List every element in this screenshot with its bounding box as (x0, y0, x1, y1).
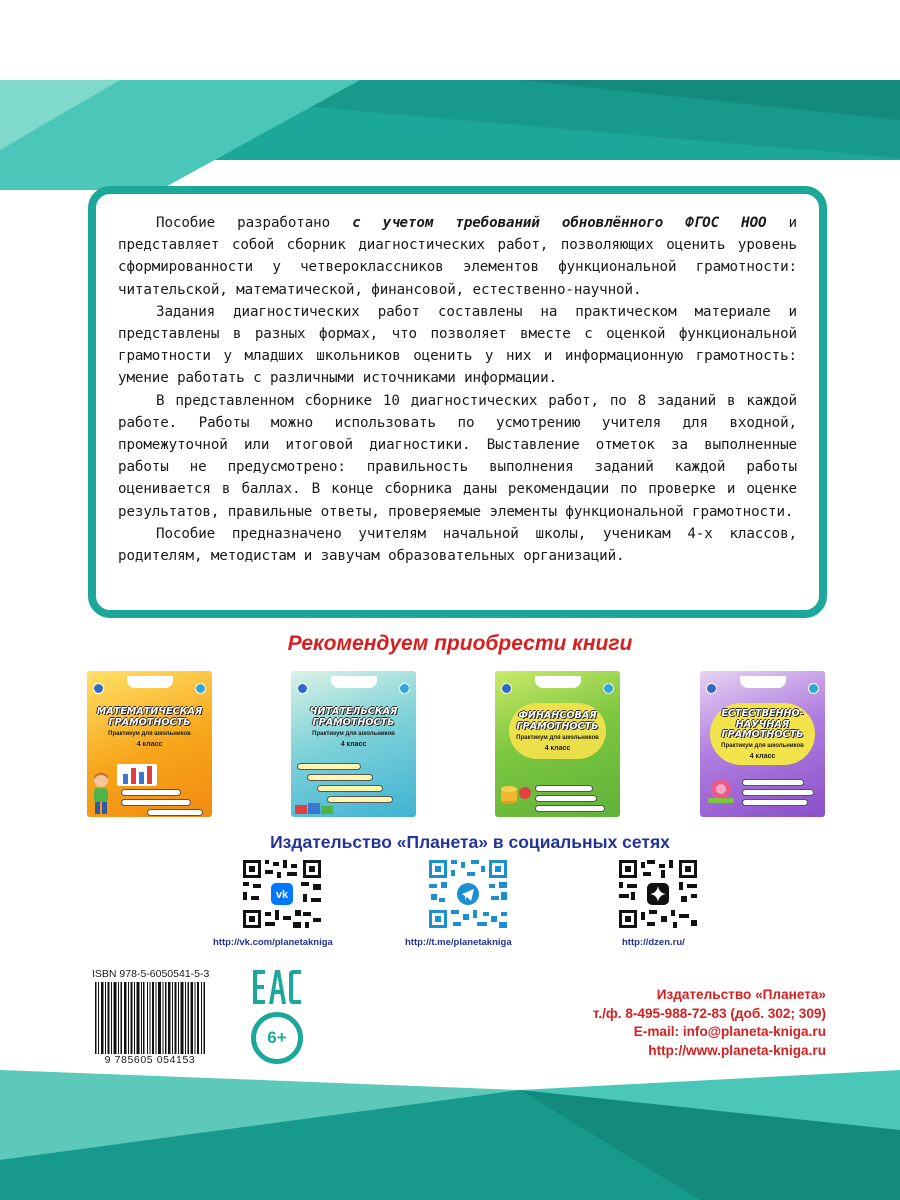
book-title: ЧИТАТЕЛЬСКАЯ ГРАМОТНОСТЬ (309, 706, 398, 728)
book-subtitle: Практикум для школьников (721, 743, 804, 749)
book-grade: 4 класс (136, 741, 163, 748)
feature-pill (535, 805, 605, 812)
series-tab (331, 676, 377, 688)
feature-pill (121, 799, 191, 806)
grade-logo-icon (195, 683, 206, 694)
top-decorative-band (0, 80, 900, 190)
publisher-website[interactable]: http://www.planeta-kniga.ru (648, 1042, 826, 1058)
snail-illustration (706, 775, 736, 805)
publisher-phone: т./ф. 8-495-988-72-83 (доб. 302; 309) (592, 1005, 826, 1021)
feature-pill (742, 779, 804, 786)
eac-mark-icon (253, 970, 301, 1004)
series-tab (127, 676, 173, 688)
series-tab (740, 676, 786, 688)
feature-pill (742, 799, 808, 806)
book-subtitle: Практикум для школьников (108, 731, 191, 737)
book-grade: 4 класс (544, 745, 571, 752)
book-subtitle: Практикум для школьников (516, 735, 599, 741)
book-grade: 4 класс (749, 753, 776, 760)
feature-pill (317, 785, 383, 792)
svg-text:vk: vk (275, 889, 289, 901)
publisher-logo-icon (706, 683, 717, 694)
book-cover-finance[interactable] (495, 671, 620, 817)
publisher-logo-icon (501, 683, 512, 694)
telegram-link[interactable]: http://t.me/planetakniga (405, 937, 512, 948)
publisher-name: Издательство «Планета» (656, 987, 826, 1002)
publisher-email[interactable]: E-mail: info@planeta-kniga.ru (633, 1024, 826, 1039)
description-paragraph-2: Задания диагностических работ составлены на практическом материале и представлены в разных формах, что позволяет вместе с оценкой функциональной грамотности у младших школьников оценить у них и информационную грамотность: умение работать с различными источниками информации. (118, 303, 797, 387)
publisher-contacts (593, 986, 826, 1060)
books-stack-illustration (295, 803, 335, 815)
feature-pill (121, 789, 181, 796)
feature-pill (535, 785, 593, 792)
child-illustration (89, 771, 113, 815)
book-title: ФИНАНСОВАЯ ГРАМОТНОСТЬ (516, 710, 599, 732)
feature-pill (535, 795, 597, 802)
book-grade: 4 класс (340, 741, 367, 748)
dzen-link[interactable]: http://dzen.ru/ (622, 937, 685, 948)
recommend-heading: Рекомендуем приобрести книги (287, 632, 633, 655)
vk-qr-code[interactable] (241, 858, 323, 930)
feature-pill (742, 789, 814, 796)
book-cover-math[interactable] (87, 671, 212, 817)
feature-pill (327, 796, 393, 803)
publisher-logo-icon (93, 683, 104, 694)
feature-pill (147, 809, 203, 816)
description-paragraph-4: Пособие предназначено учителям начальной школы, ученикам 4-х классов, родителям, методистам и завучам образовательных организаций. (118, 525, 797, 565)
barcode-digits: 9 785605 054153 (92, 1054, 208, 1066)
publisher-logo-icon (297, 683, 308, 694)
dzen-qr-code[interactable] (617, 858, 699, 930)
bar-chart-illustration (117, 764, 157, 786)
grade-logo-icon (399, 683, 410, 694)
telegram-qr-code[interactable] (427, 858, 509, 930)
barcode (92, 982, 208, 1064)
bottom-decorative-band (0, 1070, 900, 1200)
feature-pill (297, 763, 361, 770)
description-paragraph-1: Пособие разработано с учетом требований обновлённого ФГОС НОО и представляет собой сборник диагностических работ, позволяющих оценить уровень сформированности у четвероклассников элементов функциональной грамотности: читательской, математической, финансовой, естественно-научной. (118, 215, 797, 298)
isbn-number: ISBN 978-5-6050541-5-3 (92, 968, 210, 980)
feature-pill (307, 774, 373, 781)
book-title: МАТЕМАТИЧЕСКАЯ ГРАМОТНОСТЬ (96, 706, 203, 728)
book-title: ЕСТЕСТВЕННО-НАУЧНАЯ ГРАМОТНОСТЬ (721, 708, 804, 740)
social-heading: Издательство «Планета» в социальных сетях (270, 832, 670, 852)
vk-link[interactable]: http://vk.com/planetakniga (213, 937, 333, 948)
book-subtitle: Практикум для школьников (312, 731, 395, 737)
grade-logo-icon (603, 683, 614, 694)
series-tab (535, 676, 581, 688)
description-box (88, 186, 827, 618)
book-cover-reading[interactable] (291, 671, 416, 817)
age-rating-badge: 6+ (251, 1012, 303, 1064)
description-paragraph-3: В представленном сборнике 10 диагностических работ, по 8 заданий в каждой работе. Работы можно использовать по усмотрению учителя для входной, промежуточной или итоговой диагностики. Выставление отметок за выполненные работы не предусмотрено: правильность выполнения заданий каждой работы оценивается в баллах. В конце сборника даны рекомендации по проверке и оценке результатов, правильные ответы, проверяемые элементы функциональной грамотности. (118, 392, 797, 520)
coins-illustration (499, 771, 533, 811)
book-cover-science[interactable] (700, 671, 825, 817)
grade-logo-icon (808, 683, 819, 694)
